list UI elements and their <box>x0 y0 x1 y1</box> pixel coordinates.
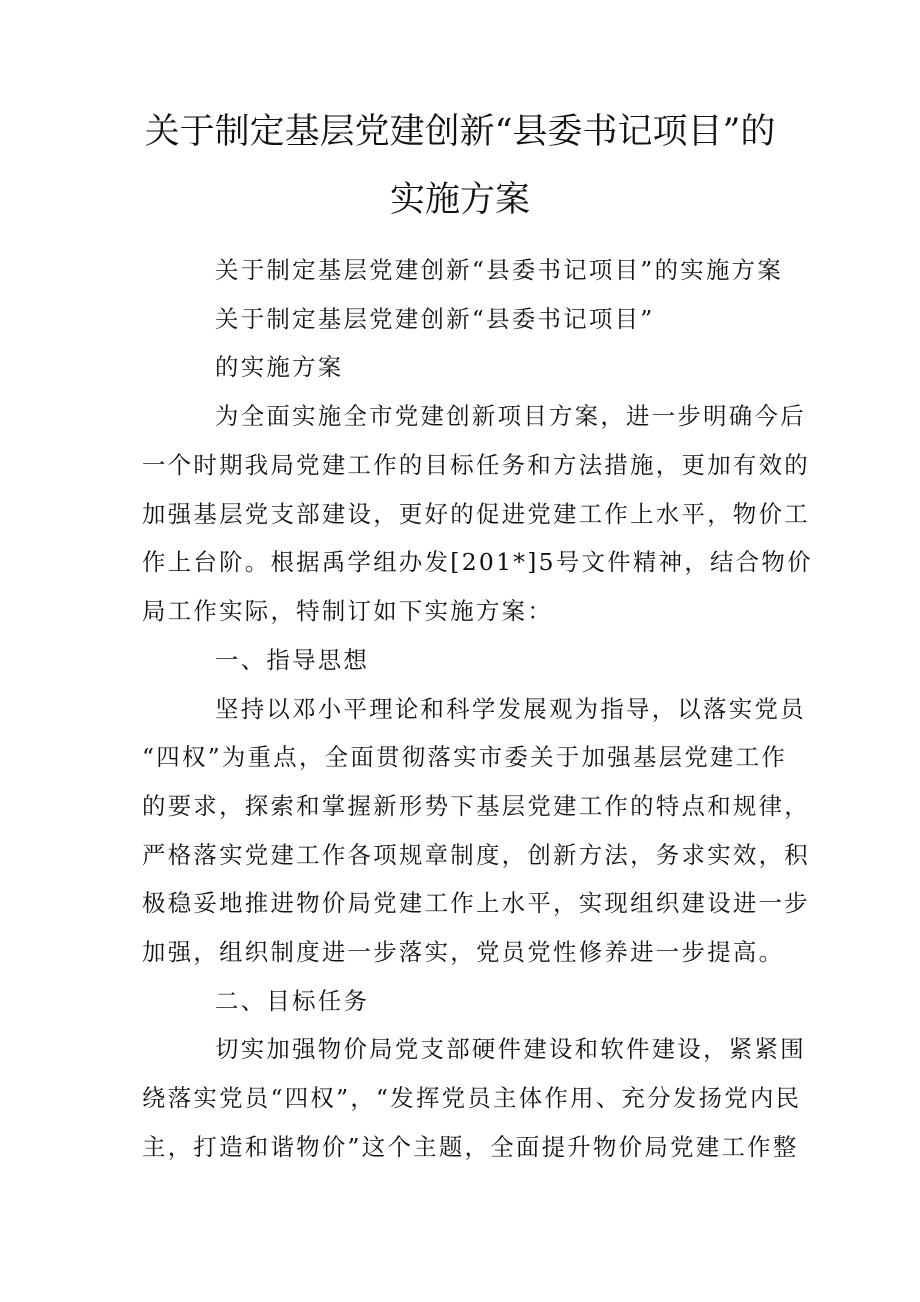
document-title-line-2: 实施方案 <box>389 180 530 220</box>
body-paragraph-line: 的要求，探索和掌握新形势下基层党建工作的特点和规律， <box>142 792 810 820</box>
body-paragraph-line: 局工作实际，特制订如下实施方案： <box>142 597 554 625</box>
repeated-title-line: 关于制定基层党建创新“县委书记项目”的实施方案 <box>215 256 784 284</box>
section-heading: 二、目标任务 <box>215 987 370 1015</box>
body-paragraph-line: 为全面实施全市党建创新项目方案，进一步明确今后 <box>215 402 806 430</box>
body-paragraph-line: 切实加强物价局党支部硬件建设和软件建设，紧紧围 <box>215 1035 806 1063</box>
body-paragraph-line: 作上台阶。根据禹学组办发[201*]5号文件精神，结合物价 <box>142 548 813 576</box>
body-paragraph-line: 绕落实党员“四权”，“发挥党员主体作用、充分发扬党内民 <box>142 1084 802 1112</box>
repeated-title-line: 的实施方案 <box>215 353 344 381</box>
repeated-title-line: 关于制定基层党建创新“县委书记项目” <box>215 305 655 333</box>
body-paragraph-line: 坚持以邓小平理论和科学发展观为指导，以落实党员 <box>215 695 806 723</box>
body-paragraph-line: 主，打造和谐物价”这个主题，全面提升物价局党建工作整 <box>142 1133 799 1161</box>
body-paragraph-line: 一个时期我局党建工作的目标任务和方法措施，更加有效的 <box>142 451 810 479</box>
body-paragraph-line: 极稳妥地推进物价局党建工作上水平，实现组织建设进一步 <box>142 889 810 917</box>
body-paragraph-line: “四权”为重点，全面贯彻落实市委关于加强基层党建工作 <box>142 743 788 771</box>
document-title-line-1: 关于制定基层党建创新“县委书记项目”的 <box>144 112 776 152</box>
body-paragraph-line: 严格落实党建工作各项规章制度，创新方法，务求实效，积 <box>142 841 810 869</box>
body-paragraph-line: 加强，组织制度进一步落实，党员党性修养进一步提高。 <box>142 938 785 966</box>
body-paragraph-line: 加强基层党支部建设，更好的促进党建工作上水平，物价工 <box>142 500 810 528</box>
section-heading: 一、指导思想 <box>215 646 370 674</box>
